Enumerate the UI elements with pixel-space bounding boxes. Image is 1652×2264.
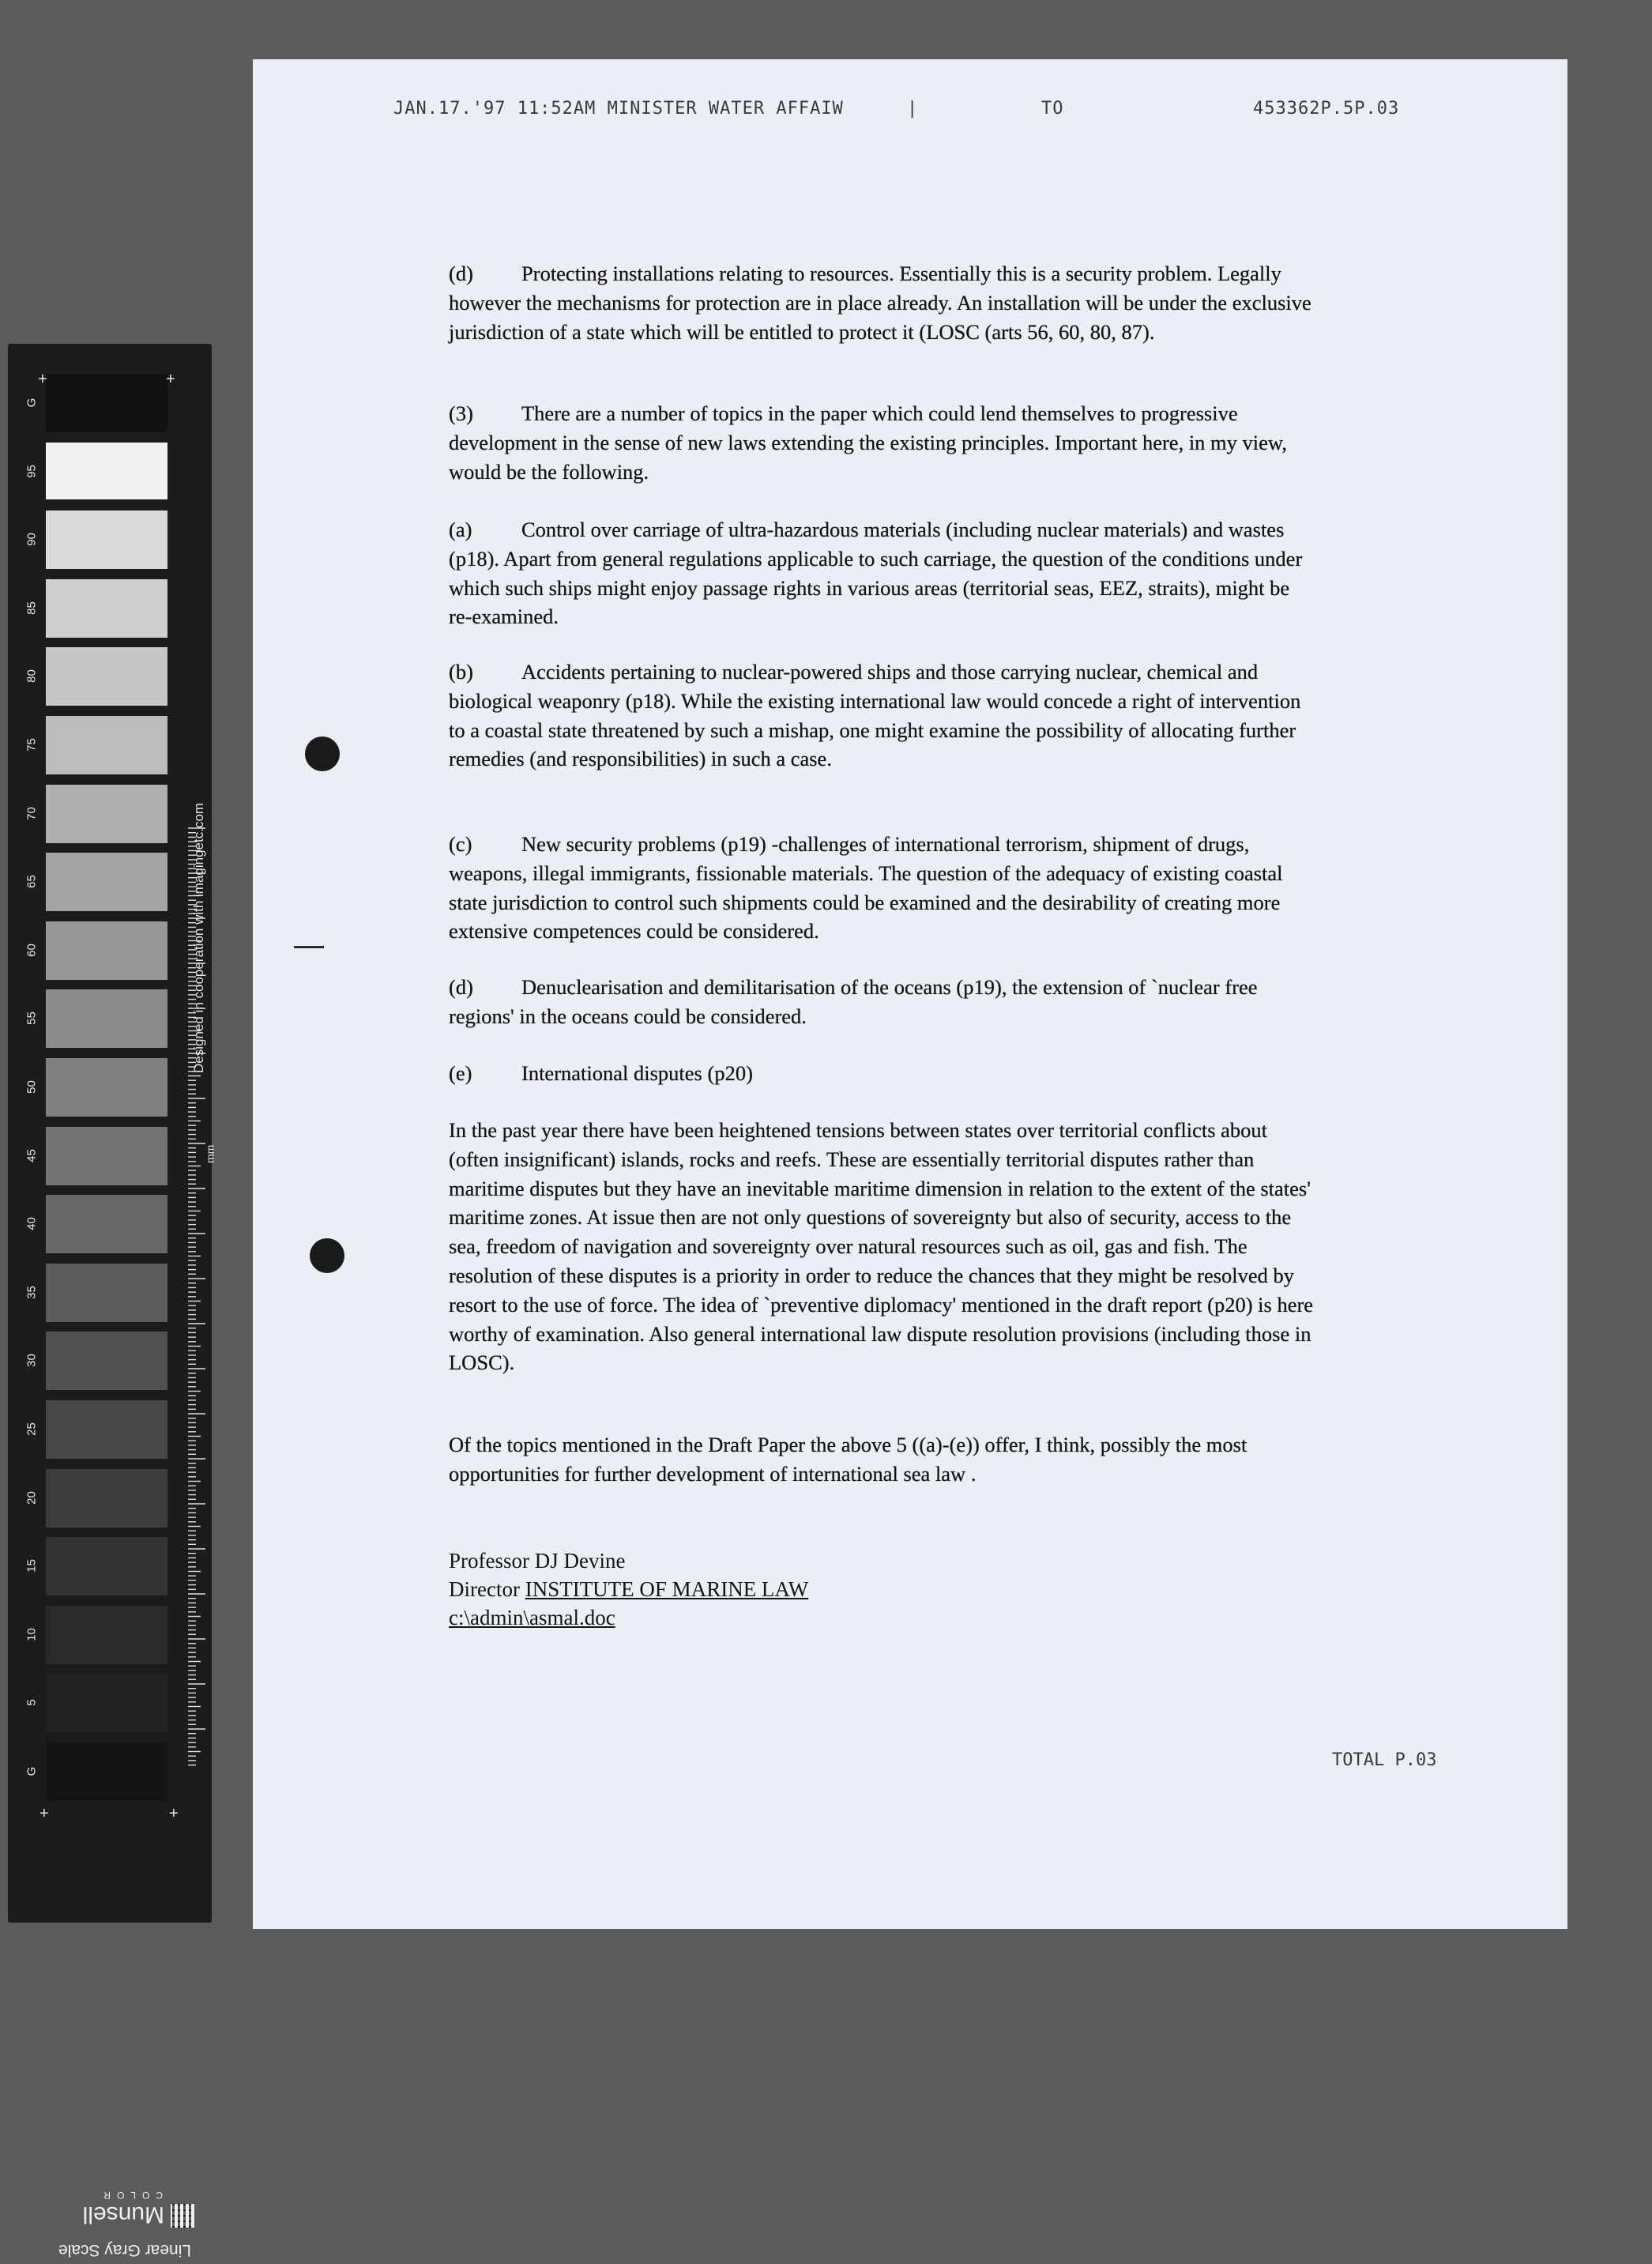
registration-mark: + [166, 371, 175, 388]
gray-scale-label: 60 [24, 943, 39, 957]
munsell-logo-icon [171, 2204, 194, 2228]
scale-title: Linear Gray Scale [58, 2241, 191, 2259]
paragraph-text: In the past year there have been heightened tensions between states over territorial conflicts about (often insignificant) islands, rocks and reefs. These are essentially territorial disputes rather than maritime disputes but they have an inevitable maritime dimension in relation to the extent of the states' maritime zones. At issue then are not only questions of sovereignty but also of security, access to the sea, freedom of navigation and sovereignty over natural resources such as oil, gas and fish. The resolution of these disputes is a priority in order to reduce the chances that they might be resolved by resort to the use of force. The idea of `preventive diplomacy' mentioned in the draft report (p20) is here worthy of examination. Also general international law dispute resolution provisions (including those in LOSC). [449, 1118, 1314, 1375]
gray-scale-label: 40 [24, 1217, 39, 1231]
gray-patch [46, 1195, 167, 1253]
gray-patch [46, 443, 167, 499]
punch-hole [310, 1238, 344, 1273]
fax-number: 453362P.5P.03 [1253, 99, 1400, 119]
fax-header [393, 99, 1421, 130]
paragraph [449, 1430, 1318, 1489]
gray-scale-label: 65 [24, 875, 39, 889]
institute-name: INSTITUTE OF MARINE LAW [525, 1577, 809, 1601]
gray-patch [46, 1264, 167, 1322]
paragraph [449, 259, 1318, 346]
gray-scale-label: 50 [24, 1080, 39, 1094]
gray-patch [46, 853, 167, 911]
gray-patch [46, 1400, 167, 1459]
fax-page [253, 59, 1567, 1929]
paragraph-text: Denuclearisation and demilitarisation of the oceans (p19), the extension of `nuclear free regions' in the oceans could be considered. [449, 975, 1258, 1028]
paragraph [449, 1116, 1318, 1377]
paragraph [449, 399, 1318, 486]
gray-patch [46, 647, 167, 706]
gray-scale-label: 95 [24, 464, 39, 478]
fax-separator: | [907, 99, 919, 119]
signatory-title [449, 1575, 808, 1603]
paragraph [449, 657, 1318, 774]
gray-patch [46, 1469, 167, 1528]
gray-patch [46, 1674, 167, 1732]
gray-scale-label: 70 [24, 806, 39, 820]
gray-patch [46, 716, 167, 774]
gray-scale-label: 10 [24, 1627, 39, 1641]
paragraph-text: Protecting installations relating to resources. Essentially this is a security problem. Legally however the mechanisms for protection are in place already. An installation will be under the exclusive jurisdiction of a state which will be entitled to protect it (LOSC (arts 56, 60, 80, 87). [449, 262, 1311, 344]
gray-patch [46, 989, 167, 1048]
munsell-brand [36, 2185, 194, 2264]
signatory-name: Professor DJ Devine [449, 1549, 626, 1573]
gray-scale-label: 15 [24, 1559, 39, 1573]
gray-patch [46, 374, 167, 432]
gray-scale-label: 90 [24, 533, 39, 547]
title-prefix: Director [449, 1577, 520, 1601]
file-path: c:\admin\asmal.doc [449, 1606, 615, 1629]
gray-scale-card [8, 344, 216, 2259]
gray-patch [46, 1058, 167, 1117]
paragraph [449, 1059, 1318, 1088]
paragraph-text: Accidents pertaining to nuclear-powered ships and those carrying nuclear, chemical and biological weaponry (p18). While the existing international law would concede a right of intervention to a coastal state threatened by such a mishap, one might examine the possibility of allocating further remedies (and responsibilities) in such a case. [449, 660, 1301, 771]
scale-credit-text: Designed in cooperation with imagingetc.com [191, 802, 206, 1073]
paragraph [449, 973, 1318, 1031]
gray-scale-label: 45 [24, 1148, 39, 1162]
gray-patch [46, 510, 167, 569]
gray-scale-label: 55 [24, 1011, 39, 1026]
paragraph-label: (e) [449, 1061, 472, 1085]
brand-name: Munsell [82, 2202, 164, 2228]
gray-scale-label: 25 [24, 1422, 39, 1436]
gray-patch [46, 921, 167, 980]
registration-mark: + [169, 1805, 179, 1822]
gray-patch [46, 1537, 167, 1595]
gray-patch [46, 1742, 167, 1801]
gray-patch [46, 579, 167, 638]
paragraph-text: Control over carriage of ultra-hazardous materials (including nuclear materials) and wastes (p18). Apart from general regulations applicable to such carriage, the question of the conditions under which such ships might enjoy passage rights in various areas (territorial seas, EEZ, straits), might be re-examined. [449, 518, 1303, 629]
paragraph [449, 515, 1318, 631]
gray-scale-label: 5 [24, 1699, 39, 1707]
paragraph [449, 830, 1318, 946]
paragraph-label: (3) [449, 401, 473, 425]
fax-datetime: JAN.17.'97 11:52AM MINISTER WATER AFFAIW [393, 99, 844, 119]
gray-scale-label: G [24, 1766, 39, 1776]
paragraph-label: (a) [449, 518, 472, 541]
paragraph-label: (c) [449, 832, 472, 856]
gray-scale-label: 75 [24, 738, 39, 752]
registration-mark: + [40, 1805, 49, 1822]
paragraph-text: International disputes (p20) [521, 1061, 753, 1085]
margin-mark [294, 946, 324, 948]
gray-scale-label: 30 [24, 1354, 39, 1368]
punch-hole [305, 736, 340, 771]
gray-scale-label: 20 [24, 1490, 39, 1505]
brand-sub: COLOR [97, 2190, 163, 2201]
gray-patch [46, 1332, 167, 1390]
mm-ruler [186, 827, 210, 1766]
paragraph-text: Of the topics mentioned in the Draft Paper the above 5 ((a)-(e)) offer, I think, possibly the most opportunities for further development of international sea law . [449, 1433, 1247, 1486]
mm-unit-text: mm [204, 1144, 216, 1163]
gray-scale-label: 80 [24, 669, 39, 684]
paragraph-text: There are a number of topics in the paper which could lend themselves to progressive development in the sense of new laws extending the existing principles. Important here, in my view, would be the following. [449, 401, 1287, 484]
paragraph-label: (d) [449, 975, 473, 999]
gray-patch [46, 1127, 167, 1185]
gray-patch [46, 1606, 167, 1664]
total-pages: TOTAL P.03 [1332, 1750, 1437, 1770]
registration-mark: + [38, 371, 47, 388]
signature-block [449, 1546, 808, 1632]
gray-patch [46, 785, 167, 843]
paragraph-label: (d) [449, 262, 473, 285]
gray-scale-label: 35 [24, 1285, 39, 1299]
paragraph-label: (b) [449, 660, 473, 684]
gray-scale-label: 85 [24, 601, 39, 615]
paragraph-text: New security problems (p19) -challenges of international terrorism, shipment of drugs, weapons, illegal immigrants, fissionable materials. The question of the adequacy of existing coastal state jurisdiction to control such shipments could be examined and the desirability of creating more extensive competences could be considered. [449, 832, 1283, 944]
gray-scale-label: G [24, 397, 39, 408]
fax-to: TO [1041, 99, 1064, 119]
